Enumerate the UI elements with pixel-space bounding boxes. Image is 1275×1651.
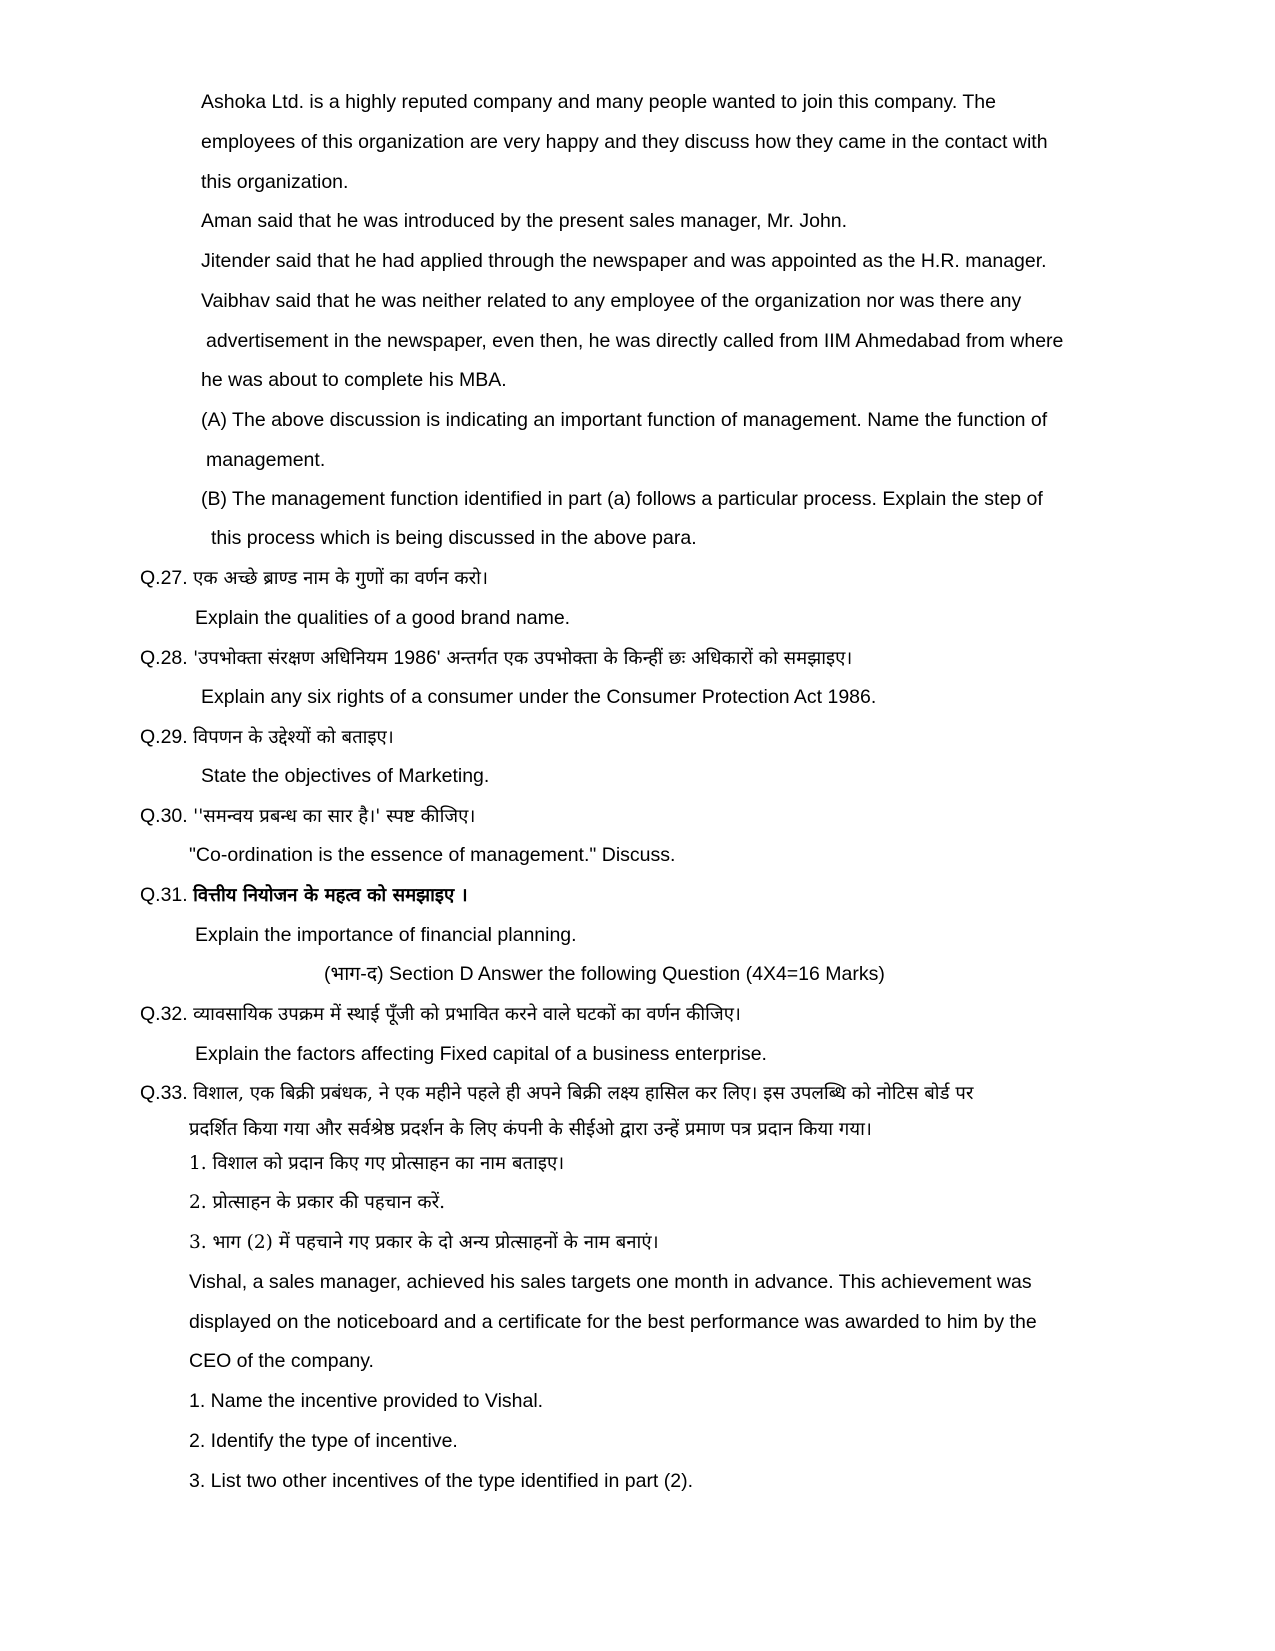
q31-english: Explain the importance of financial planning. <box>195 924 577 946</box>
hindi-text: विशाल, एक बिक्री प्रबंधक, ने एक महीने पहले ही अपने बिक्री लक्ष्य हासिल कर लिए। इस उपलब्धि को नोटिस बोर्ड पर <box>193 1083 974 1104</box>
person-name: Aman <box>201 210 252 232</box>
institute-name: IIM Ahmedabad <box>823 330 961 352</box>
vaibhav-line-2 <box>206 329 1063 353</box>
question-number: Q.31. <box>140 884 194 906</box>
question-number: Q.29. <box>140 726 194 748</box>
q33-english-item-1: 1. Name the incentive provided to Vishal. <box>189 1390 544 1412</box>
question-b-line-2: this process which is being discussed in the above para. <box>211 527 697 549</box>
q28-hindi <box>140 646 852 671</box>
q33-english-line-1: Vishal, a sales manager, achieved his sales targets one month in advance. This achievement was <box>189 1271 1032 1293</box>
jitender-line <box>201 249 1047 273</box>
person-name: Vaibhav <box>201 290 271 312</box>
question-number: Q.27. <box>140 567 194 589</box>
q33-english-item-3: 3. List two other incentives of the type identified in part (2). <box>189 1470 694 1492</box>
q33-hindi-item-3: 3. भाग (2) में पहचाने गए प्रकार के दो अन्य प्रोत्साहनों के नाम बनाएं। <box>189 1232 659 1253</box>
q30-english: "Co-ordination is the essence of management." Discuss. <box>189 844 676 866</box>
q29-hindi <box>140 725 394 750</box>
q29-english: State the objectives of Marketing. <box>201 765 490 787</box>
case-line-1 <box>201 90 996 114</box>
question-a-line-1: (A) The above discussion is indicating an important function of management. Name the function of <box>201 409 1048 431</box>
q33-hindi-item-1: 1. विशाल को प्रदान किए गए प्रोत्साहन का नाम बताइए। <box>189 1153 565 1174</box>
vaibhav-line-3: he was about to complete his MBA. <box>201 369 507 391</box>
hindi-text: वित्तीय नियोजन के महत्व को समझाइए । <box>193 885 468 906</box>
person-text: said that he was introduced by the present sales manager, Mr. John. <box>251 210 848 232</box>
aman-line <box>201 209 847 233</box>
case-line-3: this organization. <box>201 171 349 193</box>
question-a-line-2: management. <box>206 449 326 471</box>
person-text: said that he was neither related to any employee of the organization nor was there any <box>270 290 1022 312</box>
question-number: Q.30. <box>140 805 194 827</box>
q33-hindi-item-2: 2. प्रोत्साहन के प्रकार की पहचान करें. <box>189 1192 446 1213</box>
year-text: 1986' <box>393 647 441 669</box>
person-text: said that he had applied through the newspaper and was appointed as the H.R. manager. <box>270 250 1047 272</box>
case-text: is a highly reputed company and many people wanted to join this company. The <box>303 91 996 113</box>
q27-hindi <box>140 566 488 591</box>
q28-english: Explain any six rights of a consumer under the Consumer Protection Act 1986. <box>201 686 877 708</box>
section-d-heading: (भाग-द) Section D Answer the following Question (4X4=16 Marks) <box>324 963 885 985</box>
q33-hindi-line-2: प्रदर्शित किया गया और सर्वश्रेष्ठ प्रदर्शन के लिए कंपनी के सीईओ द्वारा उन्हें प्रमाण पत्र प्रदान किया गया। <box>189 1119 872 1140</box>
q33-hindi-line-1 <box>140 1081 973 1106</box>
q33-english-item-2: 2. Identify the type of incentive. <box>189 1430 458 1452</box>
question-number: Q.32. <box>140 1003 194 1025</box>
hindi-text: विपणन के उद्देश्यों को बताइए। <box>193 727 394 748</box>
q31-hindi <box>140 883 468 908</box>
hindi-text: एक अच्छे ब्राण्ड नाम के गुणों का वर्णन करो। <box>193 568 488 589</box>
company-name: Ashoka Ltd. <box>201 91 304 113</box>
case-line-2: employees of this organization are very happy and they discuss how they came in the contact with <box>201 131 1048 153</box>
question-b-line-1: (B) The management function identified in part (a) follows a particular process. Explain the step of <box>201 488 1043 510</box>
hindi-text: 'उपभोक्ता संरक्षण अधिनियम <box>193 648 394 669</box>
q33-english-line-2: displayed on the noticeboard and a certificate for the best performance was awarded to him by the <box>189 1311 1037 1333</box>
q27-english: Explain the qualities of a good brand name. <box>195 607 571 629</box>
vaibhav-text: advertisement in the newspaper, even then, he was directly called from <box>206 330 824 352</box>
vaibhav-text-end: from where <box>960 330 1064 352</box>
q30-hindi <box>140 804 475 829</box>
person-name: Jitender <box>201 250 271 272</box>
q33-english-line-3: CEO of the company. <box>189 1350 374 1372</box>
hindi-text: व्यावसायिक उपक्रम में स्थाई पूँजी को प्रभावित करने वाले घटकों का वर्णन कीजिए। <box>193 1004 741 1025</box>
vaibhav-line-1 <box>201 289 1021 313</box>
question-number: Q.33. <box>140 1082 194 1104</box>
hindi-text: ''समन्वय प्रबन्ध का सार है।' स्पष्ट कीजिए। <box>193 806 476 827</box>
question-number: Q.28. <box>140 647 194 669</box>
hindi-text-end: अन्तर्गत एक उपभोक्ता के किन्हीं छः अधिकारों को समझाइए। <box>440 648 853 669</box>
q32-english: Explain the factors affecting Fixed capital of a business enterprise. <box>195 1043 767 1065</box>
q32-hindi <box>140 1002 741 1027</box>
